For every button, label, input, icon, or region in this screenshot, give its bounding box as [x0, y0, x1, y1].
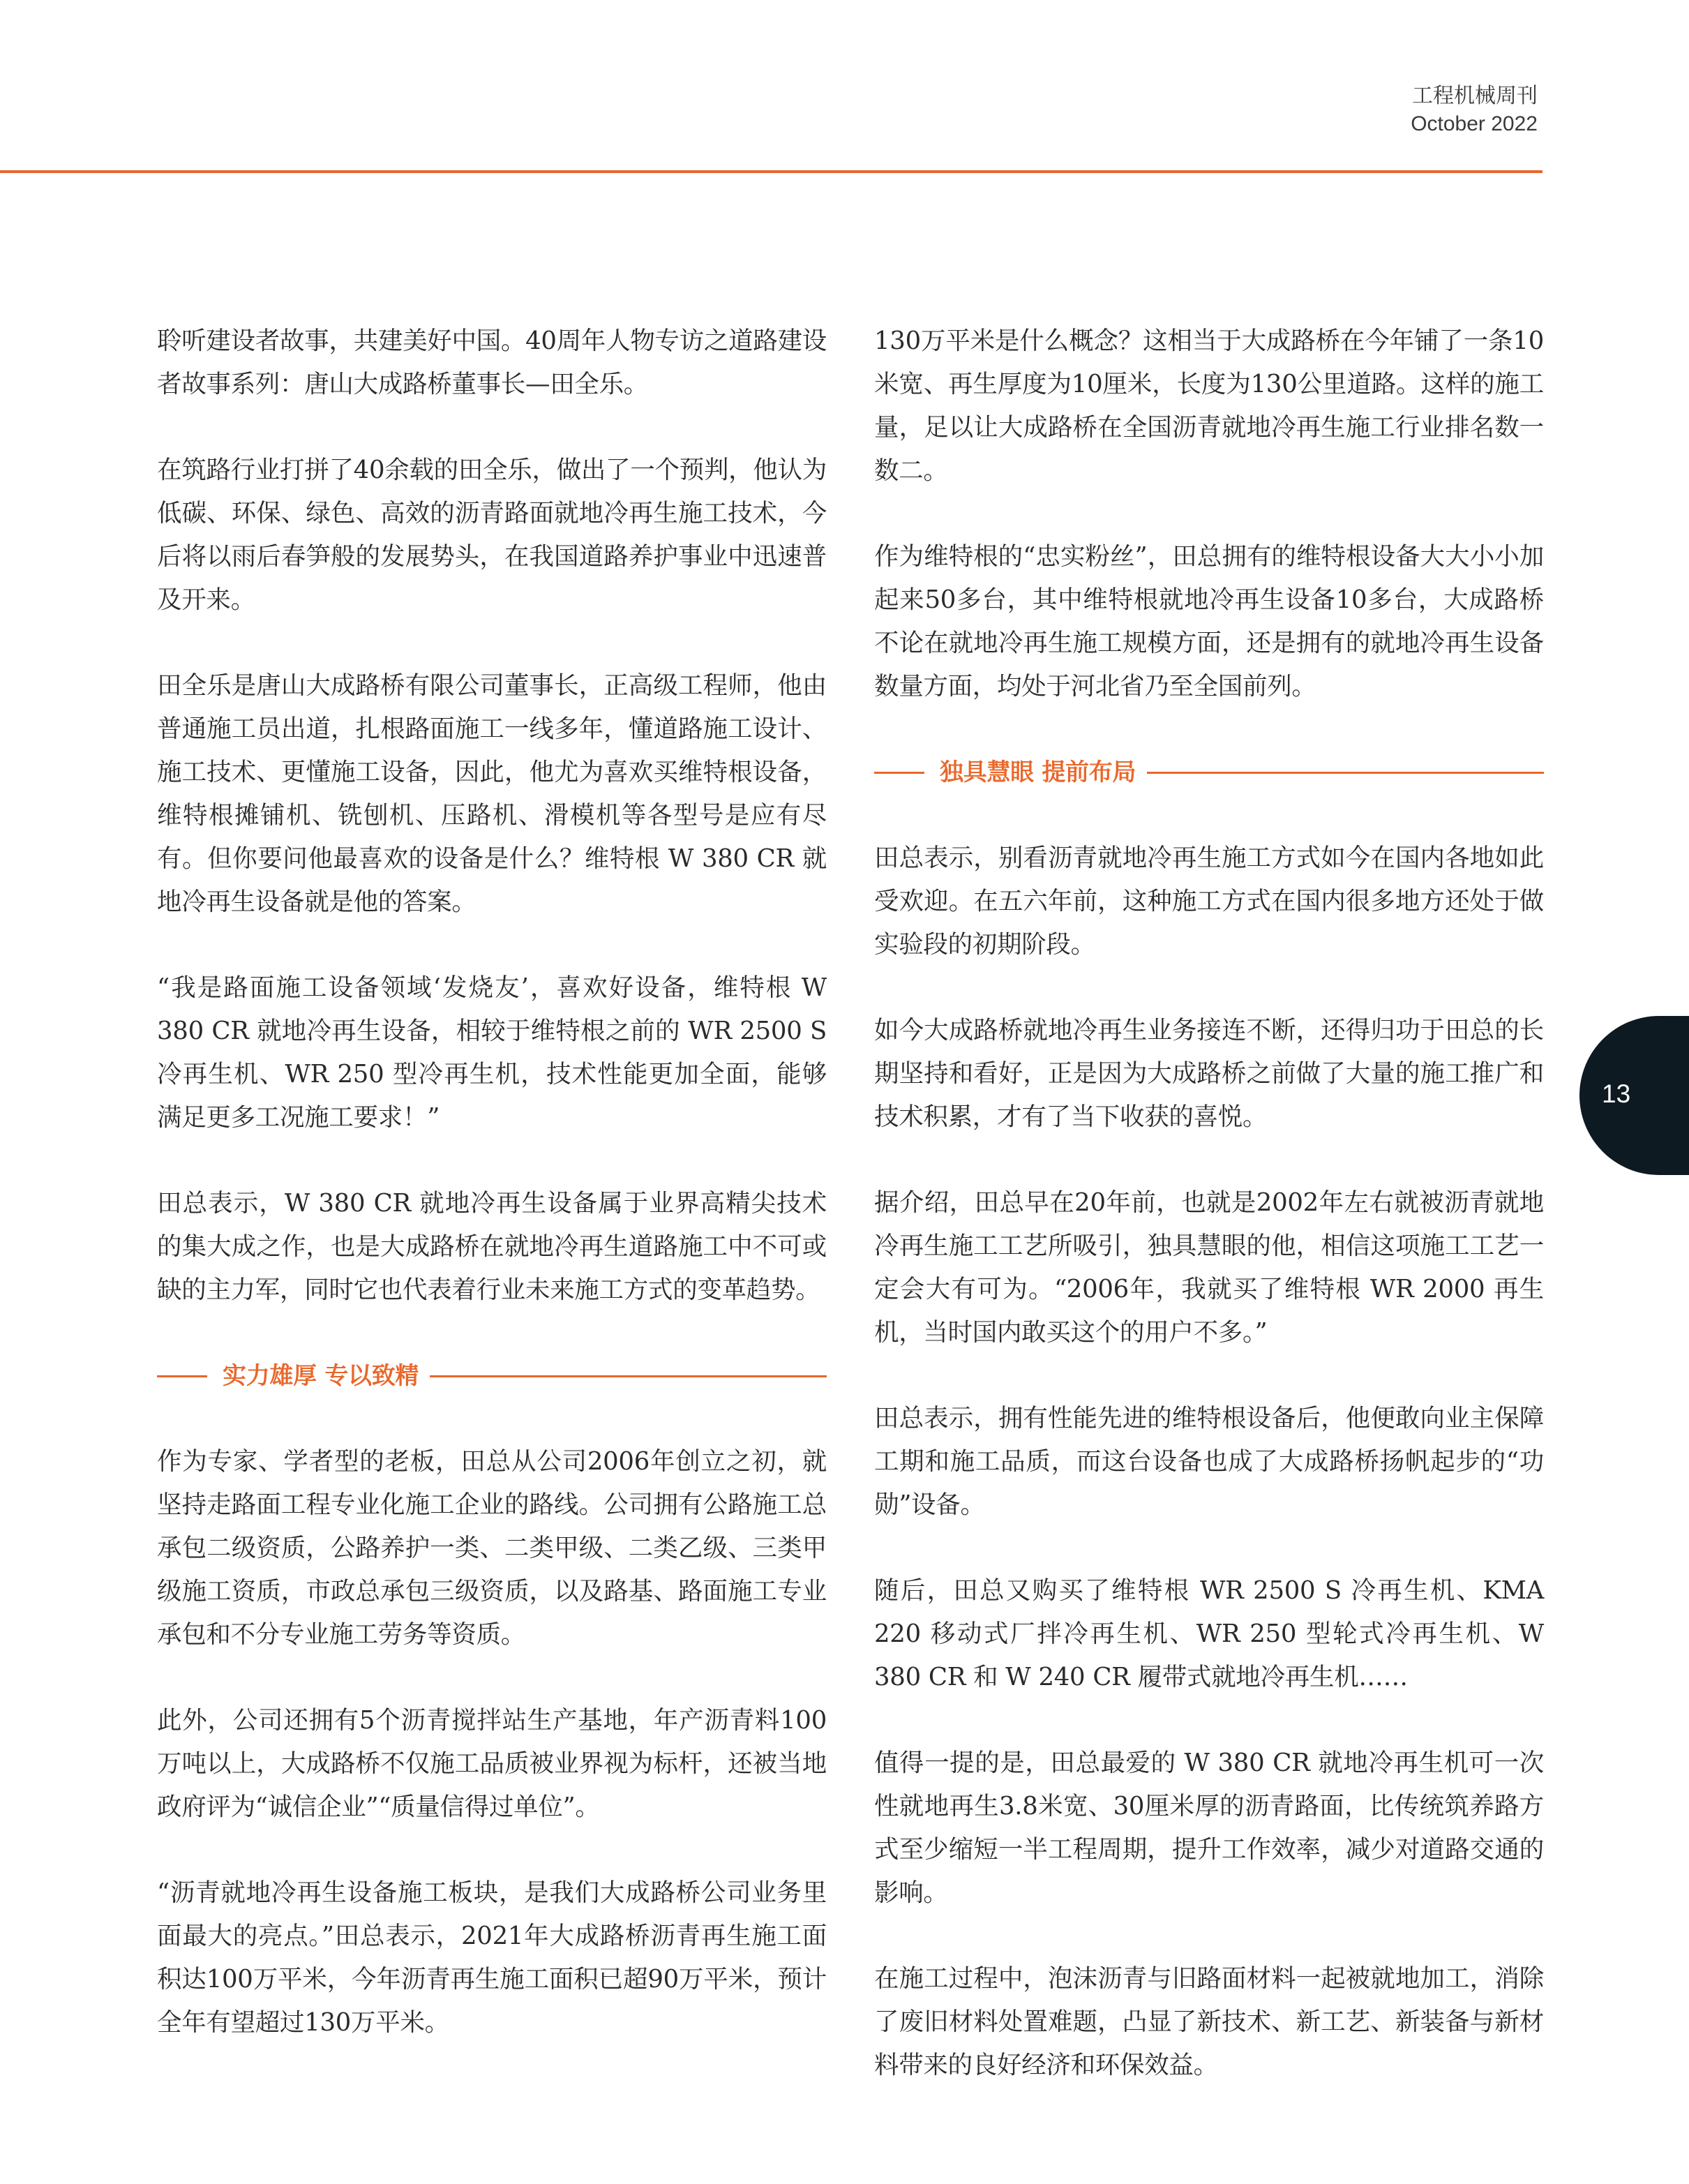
page-header [1411, 82, 1538, 138]
heading-rule [1147, 772, 1544, 774]
paragraph: 聆听建设者故事，共建美好中国。40周年人物专访之道路建设者故事系列：唐山大成路桥董事长—田全乐。 [157, 327, 827, 398]
paragraph: “我是路面施工设备领域‘发烧友’，喜欢好设备，维特根 W 380 CR 就地冷再生设备，相较于维特根之前的 WR 2500 S 冷再生机、WR 250 型冷再生机，技术性能更加全面，能够满足更多工况施工要求！” [157, 973, 827, 1132]
heading-rule [430, 1375, 827, 1377]
heading-dash [157, 1375, 207, 1377]
paragraph: 作为维特根的“忠实粉丝”，田总拥有的维特根设备大大小小加起来50多台，其中维特根就地冷再生设备10多台，大成路桥不论在就地冷再生施工规模方面，还是拥有的就地冷再生设备数量方面，均处于河北省乃至全国前列。 [874, 542, 1544, 701]
section-heading [874, 751, 1544, 794]
paragraph: 作为专家、学者型的老板，田总从公司2006年创立之初，就坚持走路面工程专业化施工企业的路线。公司拥有公路施工总承包二级资质，公路养护一类、二类甲级、二类乙级、三类甲级施工资质，市政总承包三级资质，以及路基、路面施工专业承包和不分专业施工劳务等资质。 [157, 1447, 827, 1649]
paragraph: 随后，田总又购买了维特根 WR 2500 S 冷再生机、KMA 220 移动式厂拌冷再生机、WR 250 型轮式冷再生机、W 380 CR 和 W 240 CR 履带式就地冷再生机…… [874, 1576, 1544, 1691]
paragraph: 在施工过程中，泡沫沥青与旧路面材料一起被就地加工，消除了废旧材料处置难题，凸显了新技术、新工艺、新装备与新材料带来的良好经济和环保效益。 [874, 1964, 1544, 2079]
paragraph: 田总表示，W 380 CR 就地冷再生设备属于业界高精尖技术的集大成之作，也是大成路桥在就地冷再生道路施工中不可或缺的主力军，同时它也代表着行业未来施工方式的变革趋势。 [157, 1189, 827, 1304]
section-heading-text: 实力雄厚 专以致精 [223, 1362, 419, 1390]
paragraph: “沥青就地冷再生设备施工板块，是我们大成路桥公司业务里面最大的亮点。”田总表示，2021年大成路桥沥青再生施工面积达100万平米，今年沥青再生施工面积已超90万平米，预计全年有望超过130万平米。 [157, 1878, 827, 2037]
page-number: 13 [1602, 1079, 1631, 1108]
paragraph: 值得一提的是，田总最爱的 W 380 CR 就地冷再生机可一次性就地再生3.8米宽、30厘米厚的沥青路面，比传统筑养路方式至少缩短一半工程周期，提升工作效率，减少对道路交通的影响。 [874, 1749, 1544, 1907]
section-heading [157, 1354, 827, 1398]
publication-name: 工程机械周刊 [1412, 84, 1538, 107]
right-column [874, 320, 1544, 2130]
section-heading-text: 独具慧眼 提前布局 [940, 758, 1136, 786]
paragraph: 田全乐是唐山大成路桥有限公司董事长，正高级工程师，他由普通施工员出道，扎根路面施工一线多年，懂道路施工设计、施工技术、更懂施工设备，因此，他尤为喜欢买维特根设备，维特根摊铺机、铣刨机、压路机、滑模机等各型号是应有尽有。但你要问他最喜欢的设备是什么？维特根 W 380 CR 就地冷再生设备就是他的答案。 [157, 671, 827, 916]
heading-dash [874, 772, 924, 774]
issue-date: October 2022 [1411, 112, 1538, 135]
header-rule [0, 170, 1542, 173]
paragraph: 田总表示，别看沥青就地冷再生施工方式如今在国内各地如此受欢迎。在五六年前，这种施工方式在国内很多地方还处于做实验段的初期阶段。 [874, 844, 1544, 959]
paragraph: 130万平米是什么概念？这相当于大成路桥在今年铺了一条10米宽、再生厚度为10厘米，长度为130公里道路。这样的施工量，足以让大成路桥在全国沥青就地冷再生施工行业排名数一数二。 [874, 327, 1544, 485]
left-column [157, 320, 827, 2087]
paragraph: 如今大成路桥就地冷再生业务接连不断，还得归功于田总的长期坚持和看好，正是因为大成路桥之前做了大量的施工推广和技术积累，才有了当下收获的喜悦。 [874, 1016, 1544, 1131]
paragraph: 据介绍，田总早在20年前，也就是2002年左右就被沥青就地冷再生施工工艺所吸引，独具慧眼的他，相信这项施工工艺一定会大有可为。“2006年，我就买了维特根 WR 2000 再生机，当时国内敢买这个的用户不多。” [874, 1188, 1544, 1347]
page-number-tab [1579, 1016, 1689, 1175]
paragraph: 田总表示，拥有性能先进的维特根设备后，他便敢向业主保障工期和施工品质，而这台设备也成了大成路桥扬帆起步的“功勋”设备。 [874, 1404, 1544, 1519]
paragraph: 此外，公司还拥有5个沥青搅拌站生产基地，年产沥青料100万吨以上，大成路桥不仅施工品质被业界视为标杆，还被当地政府评为“诚信企业”“质量信得过单位”。 [157, 1706, 827, 1821]
paragraph: 在筑路行业打拼了40余载的田全乐，做出了一个预判，他认为低碳、环保、绿色、高效的沥青路面就地冷再生施工技术，今后将以雨后春笋般的发展势头，在我国道路养护事业中迅速普及开来。 [157, 456, 827, 614]
